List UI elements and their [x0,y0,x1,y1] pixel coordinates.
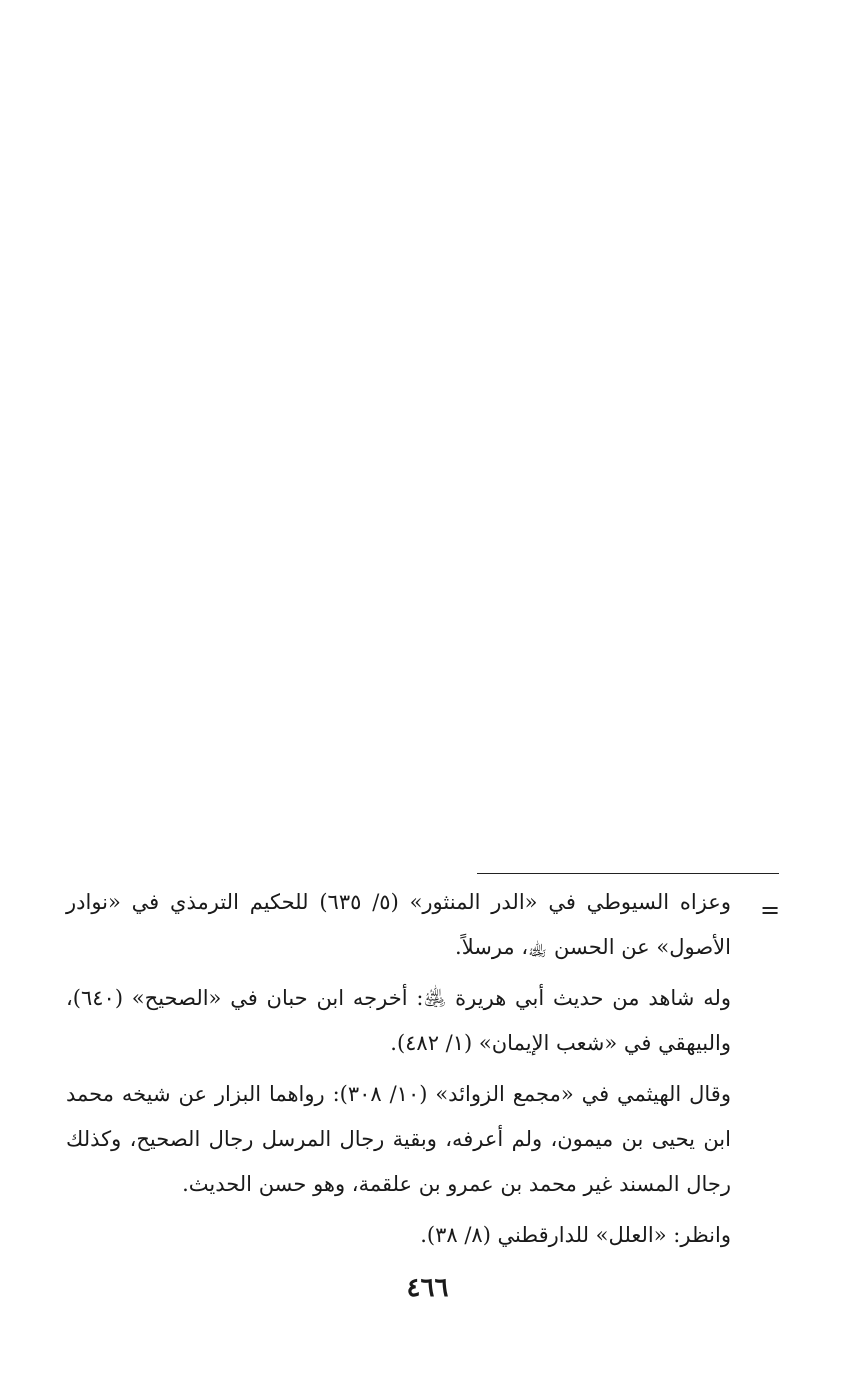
footnote-continuation-marker: = [760,896,781,924]
footnotes-block [66,880,731,1258]
page-number: ٤٦٦ [406,1273,449,1303]
footnote-paragraph: وعزاه السيوطي في «الدر المنثور» (٥/ ٦٣٥) للحكيم الترمذي في «نوادر الأصول» عن الحسن ﵀، مرسلاً. [66,890,731,959]
footnote-paragraph: وله شاهد من حديث أبي هريرة ﵁: أخرجه ابن حبان في «الصحيح» (٦٤٠)، والبيهقي في «شعب الإيمان» (١/ ٤٨٢). [66,986,731,1055]
footnote-paragraph: وقال الهيثمي في «مجمع الزوائد» (١٠/ ٣٠٨): رواهما البزار عن شيخه محمد ابن يحيى بن ميمون، ولم أعرفه، وبقية رجال المرسل رجال الصحيح، وكذلك رجال المسند غير محمد بن عمرو بن علقمة، وهو حسن الحديث. [66,1082,731,1196]
footnote-paragraph: وانظر: «العلل» للدارقطني (٨/ ٣٨). [420,1223,731,1247]
footnote-separator-rule [477,873,779,874]
